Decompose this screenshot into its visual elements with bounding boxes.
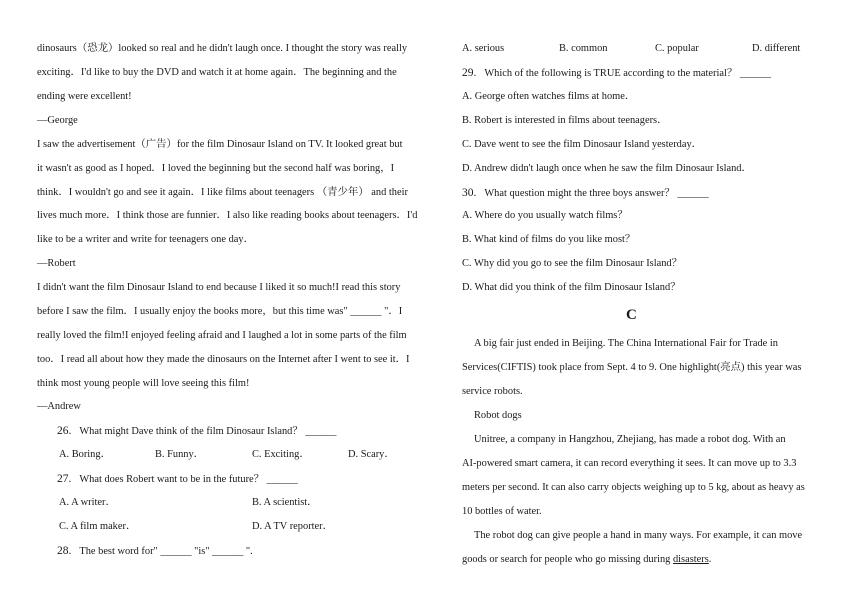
- option-b[interactable]: B. Funny．: [155, 449, 205, 460]
- option-a[interactable]: A. George often watches films at home．: [462, 91, 636, 102]
- option-c[interactable]: C. Exciting．: [252, 449, 310, 460]
- passage-line: think．I wouldn't go and see it again．I like films about teenagers （青少年） and their: [37, 187, 408, 198]
- question-text: What does Robert want to be in the future？ ______: [79, 474, 298, 485]
- passage-line: service robots.: [462, 386, 523, 397]
- passage-line: ending were excellent!: [37, 91, 132, 102]
- option-a[interactable]: A. Where do you usually watch films？: [462, 210, 628, 221]
- option-b[interactable]: B. A scientist．: [252, 497, 318, 508]
- question-text: What question might the three boys answer？ ______: [484, 188, 709, 199]
- question-number: 26.: [57, 425, 72, 437]
- option-d[interactable]: D. A TV reporter．: [252, 521, 333, 532]
- passage-line: [462, 553, 711, 567]
- passage-line: think most young people will love seeing this film!: [37, 378, 250, 389]
- passage-line: really loved the film!I enjoyed feeling afraid and I laughed a lot in some parts of the film: [37, 330, 407, 341]
- question-number: 28.: [57, 545, 72, 557]
- option-d[interactable]: D. Andrew didn't laugh once when he saw the film Dinosaur Island．: [462, 163, 752, 174]
- question-number: 29.: [462, 67, 477, 79]
- option-c[interactable]: C. Dave went to see the film Dinosaur Island yesterday．: [462, 139, 703, 150]
- passage-line: I saw the advertisement（广告）for the film Dinosaur Island on TV. It looked great but: [37, 139, 403, 150]
- passage-line: before I saw the film．I usually enjoy the books more，but this time was" ______ "．I: [37, 306, 403, 317]
- subheading: Robot dogs: [474, 410, 522, 421]
- option-b[interactable]: B. common: [559, 43, 608, 54]
- passage-line: it wasn't as good as I hoped．I loved the beginning but the second half was boring，I: [37, 163, 395, 174]
- author-signature: —George: [37, 115, 78, 126]
- passage-line: exciting．I'd like to buy the DVD and watch it at home again．The beginning and the: [37, 67, 397, 78]
- question-text: Which of the following is TRUE according to the material？ ______: [484, 68, 772, 79]
- option-a[interactable]: A. Boring．: [59, 449, 111, 460]
- question-28: [57, 544, 253, 559]
- option-c[interactable]: C. Why did you go to see the film Dinosaur Island？: [462, 258, 683, 269]
- passage-line: Services(CIFTIS) took place from Sept. 4 to 9. One highlight(亮点) this year was: [462, 362, 802, 373]
- option-a[interactable]: A. serious: [462, 43, 505, 54]
- question-29: [462, 66, 771, 81]
- passage-line: meters per second. It can also carry objects weighing up to 5 kg, about as heavy as: [462, 482, 805, 493]
- option-d[interactable]: D. Scary．: [348, 449, 395, 460]
- passage-line: dinosaurs（恐龙）looked so real and he didn't laugh once. I thought the story was really: [37, 43, 408, 54]
- author-signature: —Robert: [37, 258, 76, 269]
- question-30: [462, 186, 709, 201]
- passage-line: Unitree, a company in Hangzhou, Zhejiang, has made a robot dog. With an: [474, 434, 786, 445]
- period: .: [708, 554, 712, 565]
- option-b[interactable]: B. Robert is interested in films about teenagers．: [462, 115, 668, 126]
- option-b[interactable]: B. What kind of films do you like most？: [462, 234, 636, 245]
- question-text: What might Dave think of the film Dinosaur Island？ ______: [79, 426, 337, 437]
- option-d[interactable]: D. different: [752, 43, 801, 54]
- passage-line: AI-powered smart camera, it can record everything it sees. It can move up to 3.3: [462, 458, 797, 469]
- passage-line: I didn't want the film Dinosaur Island to end because I liked it so much!I read this story: [37, 282, 401, 293]
- underlined-word: disasters: [672, 554, 709, 565]
- question-number: 27.: [57, 473, 72, 485]
- passage-line: The robot dog can give people a hand in many ways. For example, it can move: [474, 530, 803, 541]
- option-c[interactable]: C. A film maker．: [59, 521, 137, 532]
- question-26: [57, 424, 337, 439]
- passage-line: too．I read all about how they made the dinosaurs on the Internet after I went to see it．I: [37, 354, 410, 365]
- passage-text: goods or search for people who go missing during: [462, 554, 673, 565]
- question-text: The best word for" ______ "is" ______ ".: [79, 546, 253, 557]
- option-a[interactable]: A. A writer．: [59, 497, 116, 508]
- passage-line: 10 bottles of water.: [462, 506, 542, 517]
- option-c[interactable]: C. popular: [655, 43, 699, 54]
- option-d[interactable]: D. What did you think of the film Dinosaur Island？: [462, 282, 681, 293]
- section-title: C: [626, 307, 637, 323]
- author-signature: —Andrew: [37, 401, 81, 412]
- passage-line: A big fair just ended in Beijing. The China International Fair for Trade in: [474, 338, 778, 349]
- question-27: [57, 472, 298, 487]
- passage-line: lives much more．I think those are funnier．I also like reading books about teenagers．I'd: [37, 210, 418, 221]
- passage-line: like to be a writer and write for teenagers one day．: [37, 234, 254, 245]
- question-number: 30.: [462, 187, 477, 199]
